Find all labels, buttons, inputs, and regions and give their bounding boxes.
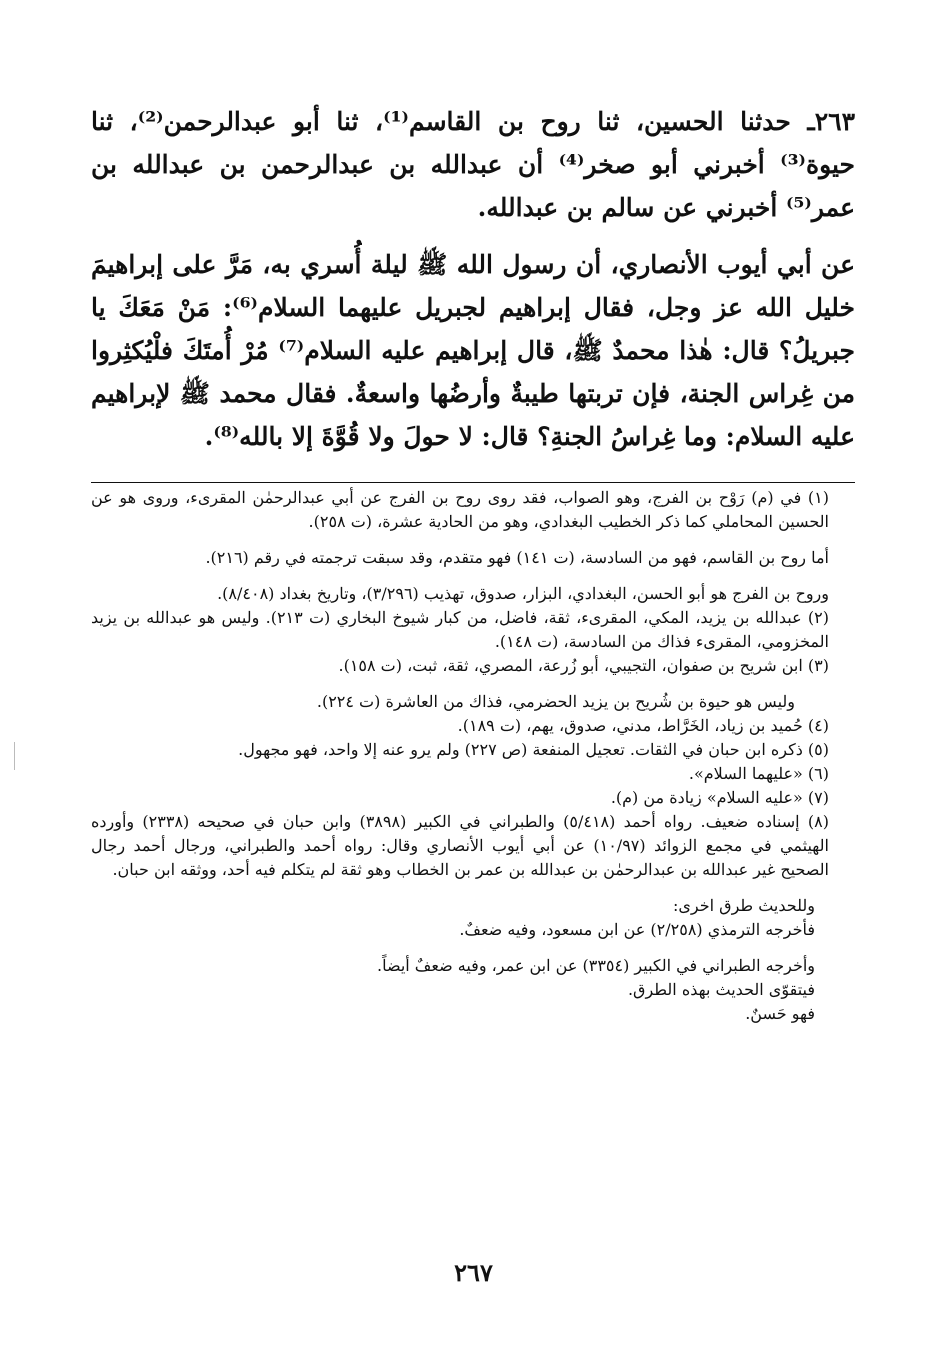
footnote-3a: (٣) ابن شريح بن صفوان، التجيبي، أبو زُرعة، المصري، ثقة، ثبت، (ت ١٥٨). xyxy=(338,656,829,675)
footnote-1a: (١) في (م) رَوْح بن الفرج، وهو الصواب، فقد روى روح بن الفرج عن أبي عبدالرحمٰن المقرىء، وروى هو عن الحسين المحاملي كما ذكر الخطيب البغدادي، وهو من الحادية عشرة، (ت ٢٥٨). xyxy=(91,488,829,531)
footnote-5: (٥) ذكره ابن حبان في الثقات. تعجيل المنفعة (ص ٢٢٧) ولم يرو عنه إلا واحد، فهو مجهول. xyxy=(238,740,829,759)
footnote-3b: وليس هو حيوة بن شُريح بن يزيد الحضرمي، فذاك من العاشرة (ت ٢٢٤). xyxy=(316,692,795,711)
footnote-7: (٧) «عليه السلام» زيادة من (م). xyxy=(610,788,829,807)
footnote-8: (٨) إسناده ضعيف. رواه أحمد (٥/٤١٨) والطبراني في الكبير (٣٨٩٨) وابن حبان في صحيحه (٢٣٣٨) وأورده الهيثمي في مجمع الزوائد (١٠/٩٧) عن أبي أيوب الأنصاري وقال: رواه أحمد والطبراني، ورجال أحمد رجال الصحيح غير عبدالله بن عبدالرحمٰن بن عبدالله بن عمر بن الخطاب وهو ثقة لم يتكلم فيه أحد، ووثقه ابن حبان. xyxy=(91,812,829,879)
hadith-matn: عن أبي أيوب الأنصاري، أن رسول الله ﷺ ليلة أُسري به، مَرَّ على إبراهيمَ خليل الله عز وجل، فقال إبراهيم لجبريل عليهما السلام⁽⁶⁾: مَنْ مَعَكَ يا جبريلُ؟ قال: هٰذا محمدٌ ﷺ، قال إبراهيم عليه السلام⁽⁷⁾ مُرْ أُمتَكَ فلْيُكثِروا من غِراس الجنة، فإن تربتها طيبةٌ وأرضُها واسعةٌ. فقال محمد ﷺ لإبراهيم عليه السلام: وما غِراسُ الجنةِ؟ قال: لا حولَ ولا قُوَّةَ إلا بالله⁽⁸⁾. xyxy=(91,250,855,451)
scan-mark xyxy=(14,742,15,770)
footnotes xyxy=(91,486,855,1026)
footnote-extra-1: وللحديث طرق اخرى: xyxy=(672,896,815,915)
footnote-extra-2: فأخرجه الترمذي (٢/٢٥٨) عن ابن مسعود، وفيه ضعفٌ. xyxy=(459,920,815,939)
footnote-extra-4: فيتقوّى الحديث بهذه الطرق. xyxy=(627,980,815,999)
footnote-6: (٦) «عليهما السلام». xyxy=(688,764,829,783)
footnote-1c: وروح بن الفرج هو أبو الحسن، البغدادي، البزار، صدوق، تهذيب (٣/٢٩٦)، وتاريخ بغداد (٨/٤٠٨). xyxy=(217,584,829,603)
hadith-isnad: ٢٦٣ـ حدثنا الحسين، ثنا روح بن القاسم⁽¹⁾، ثنا أبو عبدالرحمن⁽²⁾، ثنا حيوة⁽³⁾ أخبرني أبو صخر⁽⁴⁾ أن عبدالله بن عبدالرحمن بن عبدالله بن عمر⁽⁵⁾ أخبرني عن سالم بن عبدالله. xyxy=(91,107,856,222)
page-number: ٢٦٧ xyxy=(454,1258,493,1287)
footnote-2: (٢) عبدالله بن يزيد، المكي، المقرىء، ثقة، فاضل، من كبار شيوخ البخاري (ت ٢١٣). وليس هو عبدالله بن يزيد المخزومي، المقرىء فذاك من السادسة، (ت ١٤٨). xyxy=(91,608,829,651)
footnote-4: (٤) حُميد بن زياد، الخَرَّاط، مدني، صدوق، يهم، (ت ١٨٩). xyxy=(457,716,829,735)
hadith-body xyxy=(91,100,855,472)
footnote-separator xyxy=(91,482,855,483)
footnote-1b: أما روح بن القاسم، فهو من السادسة، (ت ١٤١) فهو متقدم، وقد سبقت ترجمته في رقم (٢١٦). xyxy=(205,548,829,567)
footnote-extra-3: وأخرجه الطبراني في الكبير (٣٣٥٤) عن ابن عمر، وفيه ضعفٌ أيضاً. xyxy=(376,956,815,975)
footnote-extra-5: فهو حَسنٌ. xyxy=(745,1004,815,1023)
